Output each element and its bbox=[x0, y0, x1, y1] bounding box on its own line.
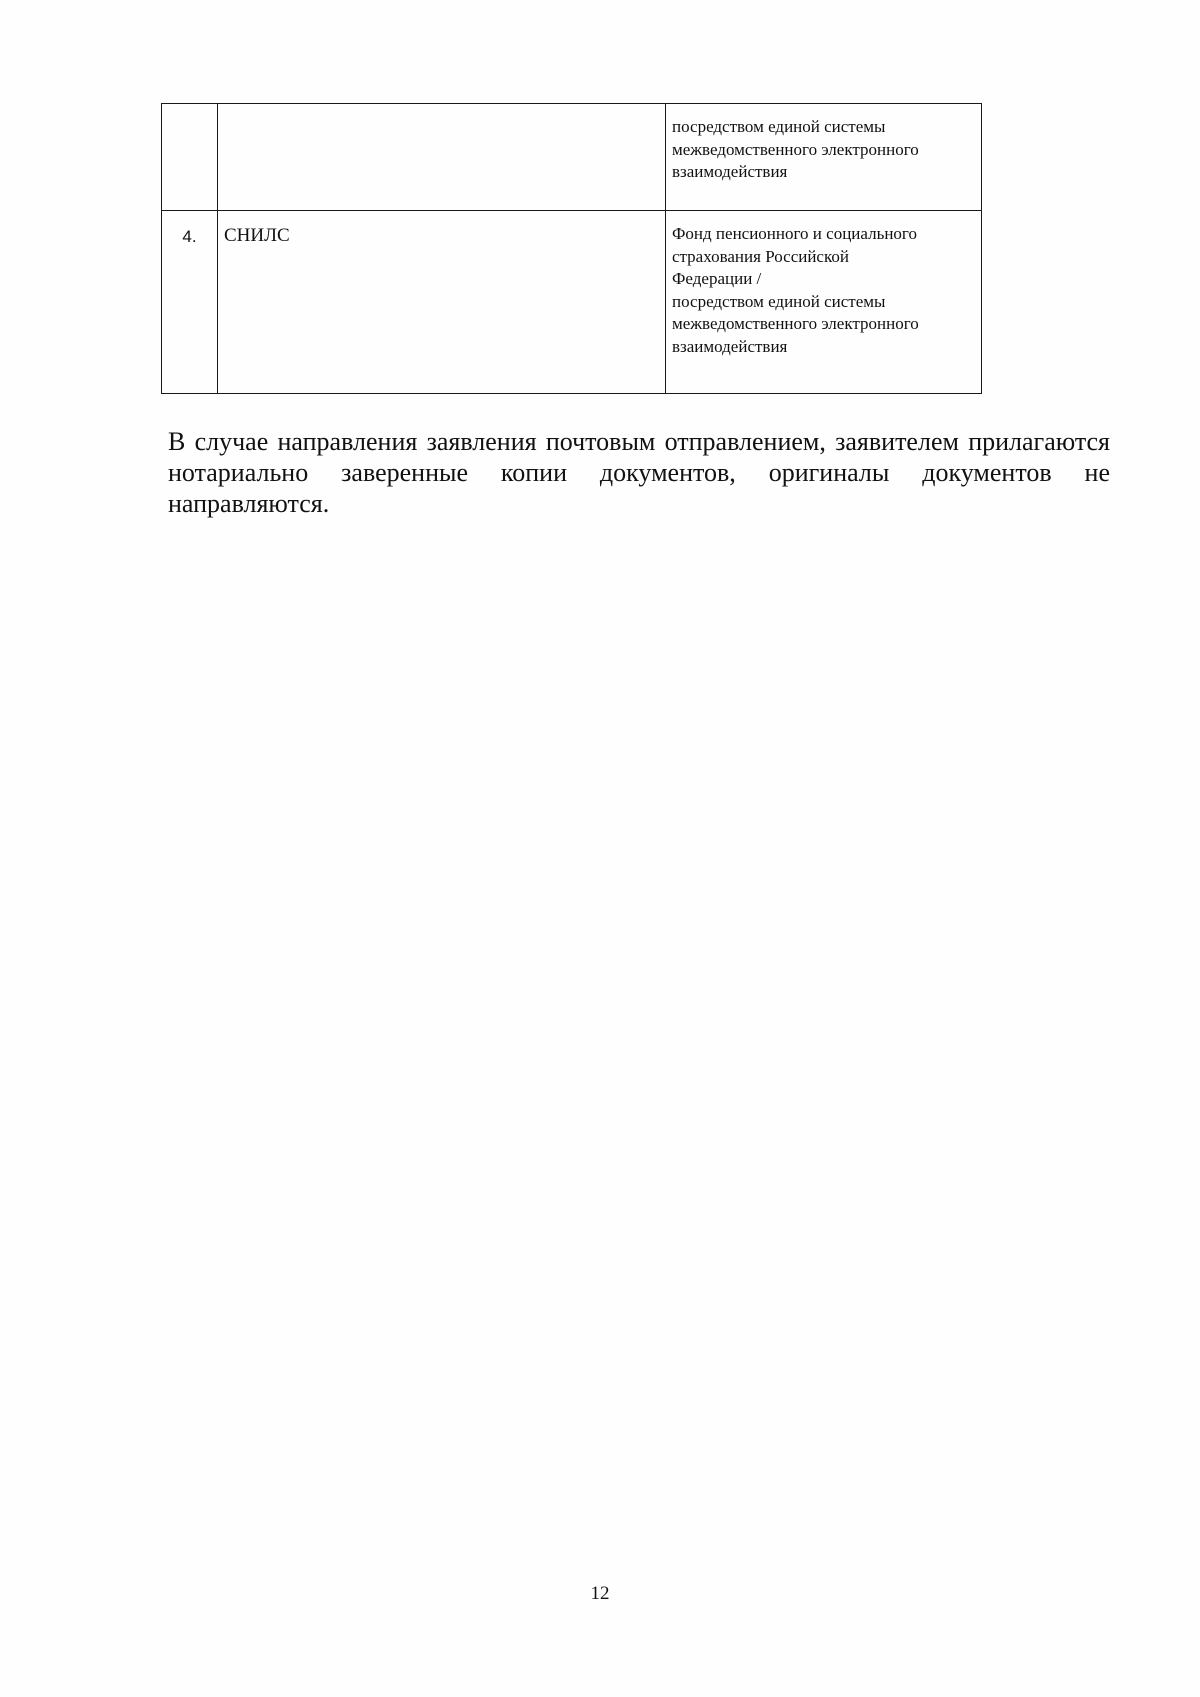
document-name-cell bbox=[218, 104, 666, 211]
source-line: Фонд пенсионного и социального bbox=[672, 224, 917, 243]
source-line: посредством единой системы bbox=[672, 291, 886, 311]
row-number-cell bbox=[162, 104, 218, 211]
source-line: межведомственного электронного bbox=[672, 139, 919, 159]
source-line: взаимодействия bbox=[672, 336, 788, 356]
source-line: посредством единой системы bbox=[672, 117, 886, 136]
page-number: 12 bbox=[590, 1583, 610, 1604]
table-row bbox=[162, 211, 982, 394]
document-name-cell: СНИЛС bbox=[218, 211, 666, 394]
row-number-cell: 4. bbox=[162, 211, 218, 394]
source-line: страхования Российской bbox=[672, 246, 849, 266]
source-line: взаимодействия bbox=[672, 162, 788, 181]
source-line: Федерации / bbox=[672, 269, 762, 288]
documents-table bbox=[161, 103, 982, 394]
source-cell bbox=[666, 104, 982, 211]
postal-submission-note: В случае направления заявления почтовым отправлением, заявителем прилагаются нотариально заверенные копии документов, оригиналы документов не направляются. bbox=[168, 427, 1110, 518]
source-line: межведомственного электронного bbox=[672, 314, 919, 333]
source-cell bbox=[666, 211, 982, 394]
table-row bbox=[162, 104, 982, 211]
